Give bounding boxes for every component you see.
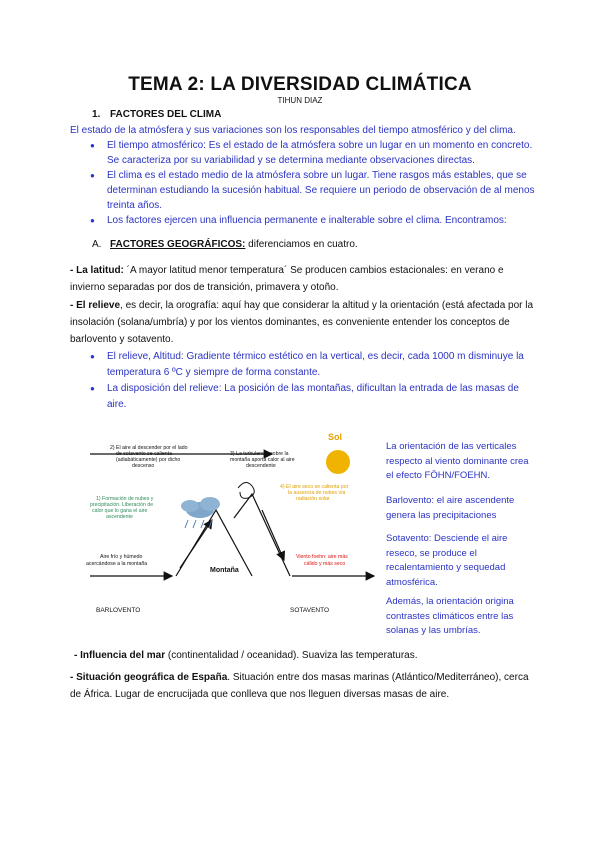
- latitud-text: ´A mayor latitud menor temperatura´ Se producen cambios estacionales: en verano e invierno separadas por dos de transición, primavera y otoño.: [70, 265, 504, 293]
- bullet-clima: ● El clima es el estado medio de la atmósfera sobre un lugar. Tiene rasgos más estables, que se determinan estudiando la sucesión habitual. Se requiere un periodo de observación de al menos treinta años.: [90, 168, 535, 213]
- bullet-disposicion: ● La disposición del relieve: La posición de las montañas, dificultan la entrada de las masas de aire.: [90, 381, 535, 413]
- section-heading-factores: [92, 109, 221, 120]
- label-cold-air: Aire frío y húmedo acercándose a la montaña: [86, 554, 148, 567]
- side-note-barlovento: Barlovento: el aire ascendente genera las precipitaciones: [386, 495, 515, 521]
- situacion-lead: - Situación geográfica de España: [70, 672, 228, 683]
- paragraph-situacion: [70, 669, 540, 703]
- document-title: TEMA 2: LA DIVERSIDAD CLIMÁTICA: [128, 74, 472, 95]
- label-step2: 2) El aire al descender por el lado de sotavento se calienta (adiabáticamente) por dicho descenso: [110, 445, 188, 469]
- foehn-effect-diagram: [76, 428, 386, 620]
- side-note-solanas: Además, la orientación origina contrastes climáticos entre las solanas y las umbrías.: [386, 596, 514, 636]
- descent-arrow: [262, 510, 284, 560]
- subsection-heading-geograficos: [92, 239, 358, 250]
- intro-paragraph: El estado de la atmósfera y sus variaciones son los responsables del tiempo atmosférico y del clima.: [70, 125, 516, 136]
- barlovento-label: BARLOVENTO: [96, 607, 141, 614]
- paragraph-relieve: [70, 297, 540, 348]
- section-label: FACTORES DEL CLIMA: [110, 109, 222, 120]
- bullet-tiempo: ● El tiempo atmosférico: Es el estado de la atmósfera sobre un lugar en un momento en concreto. Se caracteriza por su variabilidad y se determina mediante observaciones directas.: [90, 138, 535, 168]
- bullet-factores: ● Los factores ejercen una influencia permanente e inalterable sobre el clima. Encontramos:: [90, 213, 535, 228]
- sotavento-label: SOTAVENTO: [290, 607, 330, 614]
- author-name: TIHUN DIAZ: [277, 96, 323, 105]
- bullet-altitud: ● El relieve, Altitud: Gradiente térmico estético en la vertical, es decir, cada 1000 m disminuye la temperatura 6 ºC y siempre de forma constante.: [90, 349, 535, 381]
- paragraph-influencia-mar: [74, 647, 544, 664]
- label-step3: 3) La turbulencia sobre la montaña aporta calor al aire descendente: [230, 451, 295, 469]
- relieve-text: , es decir, la orografía: aquí hay que considerar la altitud y la orientación (está afectada por la insolación (solana/umbría) y por los vientos dominantes, es conveniente entender los conceptos de barlovento y sotavento.: [70, 300, 534, 345]
- situacion-text: . Situación entre dos masas marinas (Atlántico/Mediterráneo), cerca de África. Lugar de encrucijada que conlleva que nos lleguen diversas masas de aire.: [70, 672, 529, 700]
- subsection-label: FACTORES GEOGRÁFICOS:: [110, 239, 246, 250]
- subsection-letter: A.: [92, 239, 102, 250]
- latitud-lead: - La latitud:: [70, 265, 127, 276]
- bullet-list-definitions: [90, 138, 535, 228]
- sun-icon: [326, 450, 350, 474]
- mar-text: (continentalidad / oceanidad). Suaviza las temperaturas.: [165, 650, 418, 661]
- side-note-orientacion: La orientación de las verticales respecto al viento dominante crea el efecto FÖHN/FOEHN.: [386, 441, 529, 481]
- mar-lead: - Influencia del mar: [74, 650, 166, 661]
- label-step1: 1) Formación de nubes y precipitación. Liberación de calor que lo gana el aire ascendente: [90, 496, 154, 520]
- mountain-label: Montaña: [210, 567, 239, 574]
- sun-label: Sol: [328, 432, 343, 442]
- bullet-list-relieve: [90, 349, 535, 413]
- side-note-sotavento: Sotavento: Desciende el aire reseco, se produce el recalentamiento y sequedad atmosférica.: [386, 533, 508, 588]
- mountain-right-outline: [234, 494, 290, 576]
- section-number: 1.: [92, 109, 101, 120]
- label-step4: 4) El aire seco se calienta por la ausencia de nubes vía radiación solar: [280, 484, 349, 502]
- subsection-rest: diferenciamos en cuatro.: [245, 239, 358, 250]
- label-foehn-wind: Viento foehn: aire más cálido y más seco: [296, 554, 348, 567]
- paragraph-latitud: [70, 262, 540, 296]
- relieve-lead: - El relieve: [70, 300, 121, 311]
- turbulence-swirl: [238, 482, 254, 498]
